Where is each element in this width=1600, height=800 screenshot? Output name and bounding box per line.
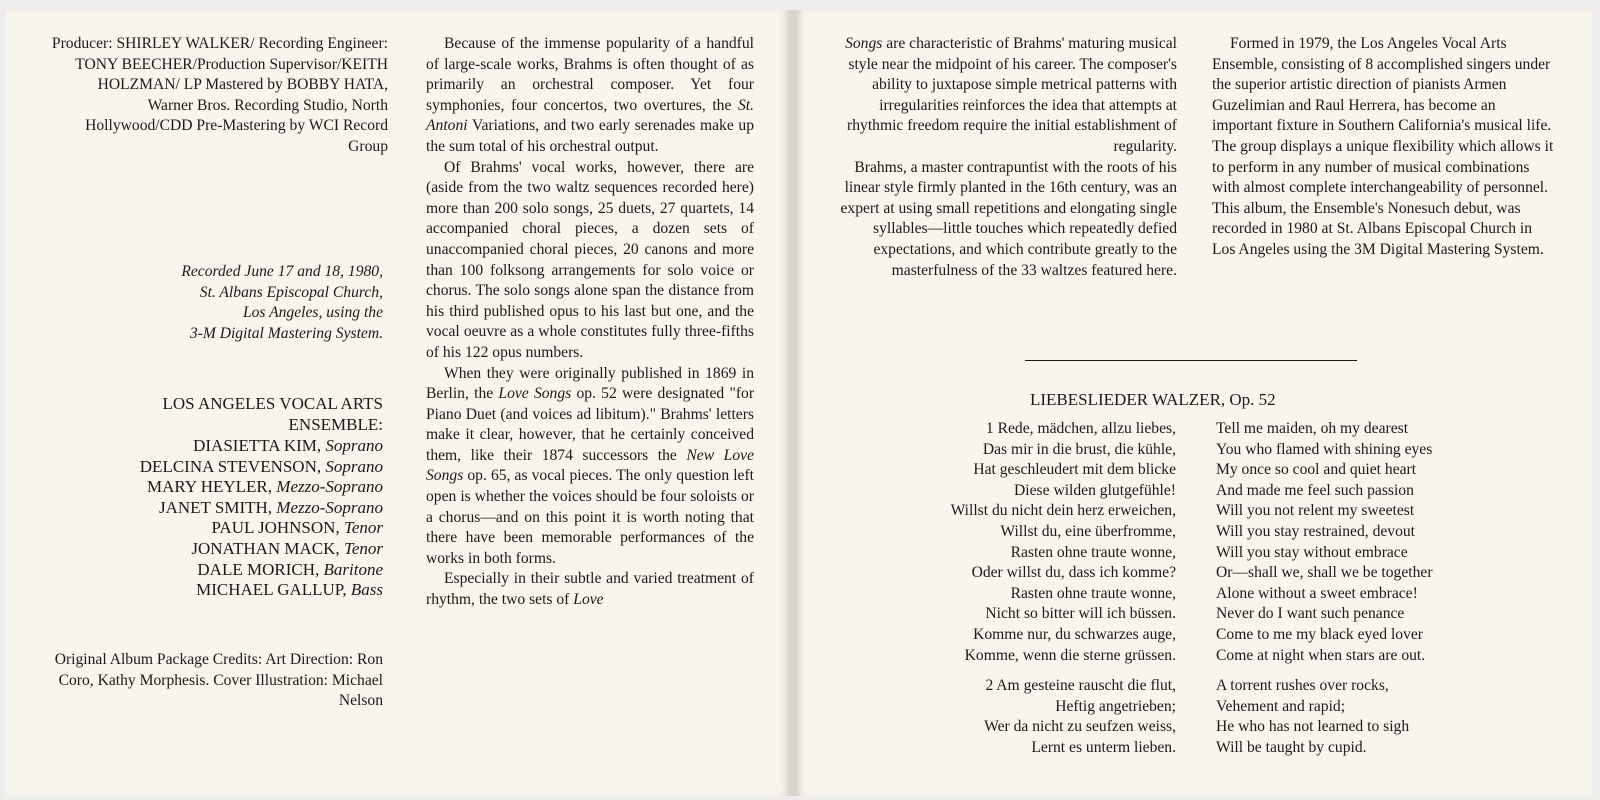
- member-name: DIASIETTA KIM,: [193, 436, 326, 455]
- essay-paragraph: [836, 34, 1177, 158]
- lyric-line: Hat geschleudert mit dem blicke: [973, 461, 1176, 479]
- lyric-line: Tell me maiden, oh my dearest: [1216, 420, 1409, 437]
- recorded-line: Recorded June 17 and 18, 1980,: [181, 263, 383, 280]
- lyric-line: Diese wilden glutgefühle!: [1014, 481, 1176, 499]
- lyric-line: Lernt es unterm lieben.: [1031, 738, 1176, 756]
- essay-text: Especially in their subtle and varied treatment of rhythm, the two sets of: [426, 570, 754, 609]
- essay-italic: Love: [573, 591, 604, 609]
- essay-text: Because of the immense popularity of a handful of large-scale works, Brahms is often thought of as primarily an orchestral composer. Yet four symphonies, four concertos, two overtures, the: [426, 35, 754, 114]
- lyrics-title: LIEBESLIEDER WALZER, Op. 52: [1030, 390, 1276, 409]
- ensemble-title-line: LOS ANGELES VOCAL ARTS: [162, 394, 383, 413]
- production-credits: [50, 34, 388, 158]
- member-entry: [50, 436, 383, 457]
- recorded-line: Los Angeles, using the: [242, 304, 383, 322]
- lyric-line: Das mir in die brust, die kühle,: [982, 440, 1176, 458]
- lyric-line: Rasten ohne traute wonne,: [1010, 543, 1176, 561]
- member-entry: [50, 498, 383, 519]
- recorded-line: 3-M Digital Mastering System.: [189, 324, 383, 342]
- lyric-line: 1 Rede, mädchen, allzu liebes,: [985, 420, 1176, 437]
- lyric-line: Heftig angetrieben;: [1055, 697, 1176, 715]
- lyric-line: Will you stay restrained, devout: [1216, 522, 1416, 540]
- lyric-line: Komme, wenn die sterne grüssen.: [964, 646, 1176, 664]
- member-entry: [50, 477, 383, 498]
- lyric-line: Wer da nicht zu seufzen weiss,: [984, 718, 1176, 736]
- lyric-line: Rasten ohne traute wonne,: [1010, 584, 1176, 602]
- ensemble-members: [50, 436, 383, 601]
- essay-paragraph: [426, 34, 754, 158]
- essay-column-3: [1212, 34, 1556, 261]
- member-voice: Mezzo-Soprano: [276, 477, 383, 497]
- essay-italic: New Love Songs: [426, 446, 754, 485]
- lyric-line: 2 Am gesteine rauscht die flut,: [985, 677, 1176, 694]
- essay-column-1: [426, 34, 754, 611]
- member-entry: [50, 560, 383, 581]
- song2-german: [880, 676, 1176, 758]
- ensemble-title-line: ENSEMBLE:: [288, 414, 383, 434]
- ensemble-heading: [50, 394, 383, 435]
- member-name: MARY HEYLER,: [147, 477, 277, 497]
- essay-paragraph: [426, 364, 754, 570]
- member-name: MICHAEL GALLUP,: [196, 580, 351, 600]
- member-name: JONATHAN MACK,: [191, 538, 344, 558]
- essay-text: op. 65, as vocal pieces. The only question left open is whether the voices should be four soloists or a chorus—and on this point it is worth noting that there have been memorable performances of the works in both forms.: [426, 467, 754, 567]
- lyric-line: Will be taught by cupid.: [1216, 738, 1367, 756]
- lyric-line: And made me feel such passion: [1216, 481, 1414, 499]
- lyric-line: Nicht so bitter will ich büssen.: [985, 605, 1176, 623]
- original-credits-text: Original Album Package Credits: Art Direction: Ron Coro, Kathy Morphesis. Cover Illustration: Michael Nelson: [54, 651, 383, 710]
- member-voice: Baritone: [323, 559, 383, 579]
- member-voice: Tenor: [343, 538, 383, 558]
- section-divider: [1025, 360, 1357, 361]
- member-voice: Soprano: [325, 456, 383, 476]
- lyric-line: Oder willst du, dass ich komme?: [971, 564, 1176, 582]
- member-voice: Tenor: [343, 518, 383, 538]
- book-gutter: [789, 10, 797, 796]
- lyric-line: Never do I want such penance: [1216, 605, 1405, 623]
- lyric-line: Willst du nicht dein herz erweichen,: [950, 502, 1176, 520]
- lyric-line: Or—shall we, shall we be together: [1216, 564, 1433, 582]
- lyric-line: He who has not learned to sigh: [1216, 718, 1410, 736]
- essay-italic: St. Antoni: [426, 96, 754, 135]
- member-voice: Soprano: [325, 436, 383, 455]
- essay-text: When they were originally published in 1869 in Berlin, the: [426, 364, 754, 403]
- lyric-line: Will you not relent my sweetest: [1216, 502, 1415, 520]
- song2-english: [1216, 676, 1546, 758]
- member-entry: [50, 518, 383, 539]
- producer-credits: Producer: SHIRLEY WALKER/ Recording Engineer: TONY BEECHER/Production Supervisor/KEITH HOLZMAN/ LP Mastered by BOBBY HATA, Warner Bros. Recording Studio, North Hollywood/CDD Pre-Mastering by WCI Record Group: [51, 35, 388, 155]
- song1-english: [1216, 419, 1546, 666]
- member-entry: [50, 539, 383, 560]
- recording-info: [50, 262, 383, 344]
- lyric-line: Alone without a sweet embrace!: [1216, 584, 1418, 602]
- lyric-line: A torrent rushes over rocks,: [1216, 677, 1389, 694]
- essay-text: op. 52 were designated "for Piano Duet (and voices ad libitum)." Brahms' letters make it clear, however, that he certainly conceived them, like their 1874 successors the: [426, 385, 755, 464]
- essay-paragraph: [426, 569, 754, 610]
- member-name: DALE MORICH,: [197, 559, 324, 579]
- essay-text: are characteristic of Brahms' maturing musical style near the midpoint of his career. The composer's ability to juxtapose simple metrical patterns with irregularities reinforces the idea that attempts at rhythmic freedom require the initial establishment of regularity.: [847, 35, 1177, 155]
- member-voice: Mezzo-Soprano: [276, 497, 383, 517]
- lyric-line: Will you stay without embrace: [1216, 543, 1408, 561]
- lyric-line: Come at night when stars are out.: [1216, 646, 1426, 664]
- member-name: JANET SMITH,: [159, 497, 277, 517]
- member-name: DELCINA STEVENSON,: [139, 456, 326, 476]
- member-entry: [50, 580, 383, 601]
- recorded-line: St. Albans Episcopal Church,: [199, 283, 383, 301]
- original-package-credits: [50, 650, 383, 712]
- essay-text: Variations, and two early serenades make up the sum total of his orchestral output.: [426, 117, 754, 155]
- lyric-line: Vehement and rapid;: [1216, 697, 1346, 715]
- lyric-line: You who flamed with shining eyes: [1216, 440, 1433, 458]
- essay-paragraph: Brahms, a master contrapuntist with the roots of his linear style firmly planted in the 16th century, was an expert at using small repetitions and elongating single syllables—little touches which repeatedly defied expectations, and which contribute greatly to the masterfulness of the 33 waltzes featured here.: [840, 158, 1177, 279]
- essay-italic: Love Songs: [498, 385, 572, 403]
- member-entry: [50, 457, 383, 478]
- essay-italic: Songs: [845, 35, 883, 52]
- lyric-line: Komme nur, du schwarzes auge,: [973, 625, 1176, 643]
- song1-german: [880, 419, 1176, 666]
- member-voice: Bass: [350, 580, 383, 600]
- member-name: PAUL JOHNSON,: [211, 518, 344, 538]
- lyric-line: Willst du, eine überfromme,: [1000, 522, 1176, 540]
- lyric-line: My once so cool and quiet heart: [1216, 461, 1417, 479]
- essay-paragraph: Of Brahms' vocal works, however, there are (aside from the two waltz sequences recorded here) more than 200 solo songs, 25 duets, 27 quartets, 14 accompanied choral pieces, a dozen sets of unaccompanied choral pieces, 20 canons and more than 100 folksong arrangements for solo voice or chorus. The solo songs alone span the distance from his third published opus to his last but one, and the vocal oeuvre as a whole constitutes fully three-fifths of his 122 opus numbers.: [426, 158, 754, 361]
- essay-column-2: [836, 34, 1177, 281]
- essay-paragraph: Formed in 1979, the Los Angeles Vocal Arts Ensemble, consisting of 8 accomplished singers under the superior artistic direction of pianists Armen Guzelimian and Raul Herrera, has become an important fixture in Southern California's musical life. The group displays a unique flexibility which allows it to perform in any number of musical combinations with almost complete interchangeability of personnel. This album, the Ensemble's Nonesuch debut, was recorded in 1980 at St. Albans Episcopal Church in Los Angeles using the 3M Digital Mastering System.: [1212, 35, 1554, 258]
- lyric-line: Come to me my black eyed lover: [1216, 625, 1423, 643]
